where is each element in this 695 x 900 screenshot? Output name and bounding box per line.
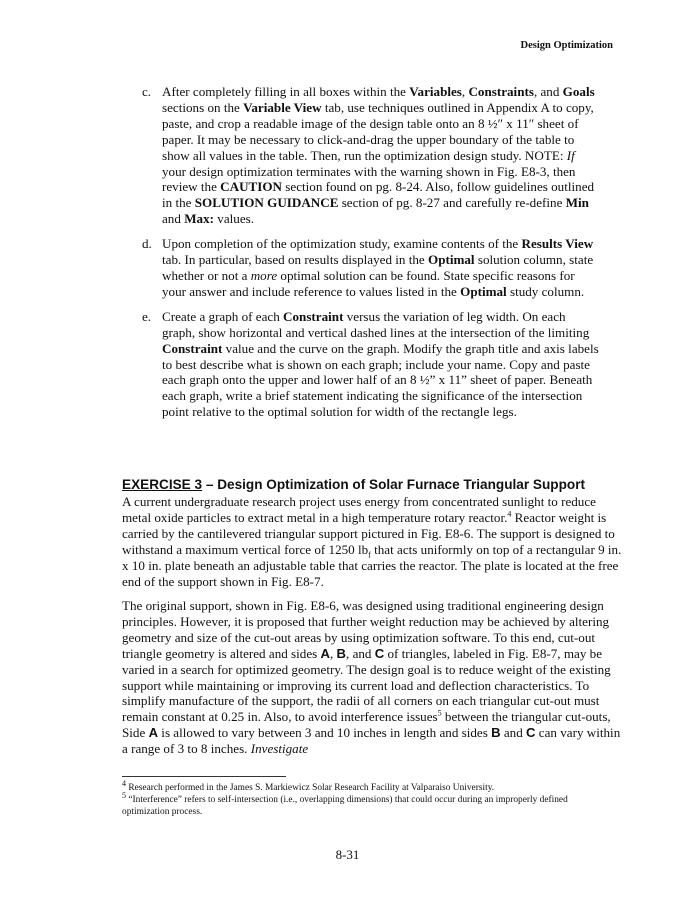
intro-paragraph: A current undergraduate research project uses energy from concentrated sunlight to reduce metal oxide particles to extract metal in a high temperature rotary reactor.$^4$ Reactor weight is carried by the cantilevered triangular support pictured in Fig. E8-6. The support is designed to withstand a maximum vertical force of 1250 $lb_f$ that acts uniformly on top of a rectangular 9 in. x 10 in. plate beneath an adjustable table that carries the reactor. The plate is located at the free end of the support shown in Fig. E8-7. [122,494,622,589]
item-text: Create a graph of each Constraint versus the variation of leg width. On each graph, show horizontal and vertical dashed lines at the intersection of the limiting Constraint value and the curve on the graph. Modify the graph title and axis labels to best describe what is shown on each graph; include your name. Copy and paste each graph onto the upper and lower half of an 8 ½” x 11” sheet of paper. Beneath each graph, write a brief statement indicating the significance of the intersection point relative to the optimal solution for width of the rectangle legs. [162,308,599,420]
design-paragraph: The original support, shown in Fig. E8-6, was designed using traditional engineering design principles. However, it is proposed that further weight reduction may be achieved by altering geometry and size of the cut-out areas by using optimization software. To this end, cut-out triangle geometry is altered and sides A, B, and C of triangles, labeled in Fig. E8-7, may be varied in a search for optimized geometry. The design goal is to reduce weight of the existing support while maintaining or improving its current load and deflection characteristics. To simplify manufacture of the support, the radii of all corners on each triangular cut-out must remain constant at 0.25 in. Also, to avoid interference issues$^5$ between the triangular cut-outs, Side A is allowed to vary between 3 and 10 inches in length and sides B and C can vary within a range of 3 to 8 inches. Investigate [122,598,621,757]
item-text: After completely filling in all boxes within the Variables, Constraints, and Goals sections on the Variable View tab, use techniques outlined in Appendix A to copy, paste, and crop a readable image of the design table onto an 8 ½″ x 11″ sheet of paper. It may be necessary to click-and-drag the upper boundary of the table to show all values in the table. Then, run the optimization design study. NOTE: If your design optimization terminates with the warning shown in Fig. E8-3, then review the CAUTION section found on pg. 8-24. Also, follow guidelines outlined in the SOLUTION GUIDANCE section of pg. 8-27 and carefully re-define Min and Max: values. [162,84,595,227]
footnote-divider [122,776,286,777]
item-text: Upon completion of the optimization study, examine contents of the Results View tab. In particular, based on results displayed in the Optimal solution column, state whether or not a more optimal solution can be found. State specific reasons for your answer and include reference to values listed in the Optimal study column. [162,236,594,299]
exercise-title: – Design Optimization of Solar Furnace Triangular Support [202,477,586,492]
page-number: 8-31 [335,847,360,862]
item-letter: d. [142,236,152,252]
item-letter: e. [142,308,152,324]
exercise-heading [122,477,622,493]
step-list [142,84,600,429]
running-header: Design Optimization [520,40,613,51]
list-item-e [142,309,600,420]
footnotes [122,778,592,818]
list-item-c [142,84,600,227]
item-letter: c. [142,84,152,99]
footnote-ref[interactable]: 4 [507,509,512,519]
exercise-label: EXERCISE 3 [122,477,203,492]
footnote: $^5$ “Interference” refers to self-intersection (i.e., overlapping dimensions) that could occur during an improperly defined optimization process. [122,790,568,817]
list-item-d [142,236,600,300]
footnote: $^4$ Research performed in the James S. Markiewicz Solar Research Facility at Valparaiso University. [122,778,495,793]
footnote-ref[interactable]: 5 [437,708,442,718]
